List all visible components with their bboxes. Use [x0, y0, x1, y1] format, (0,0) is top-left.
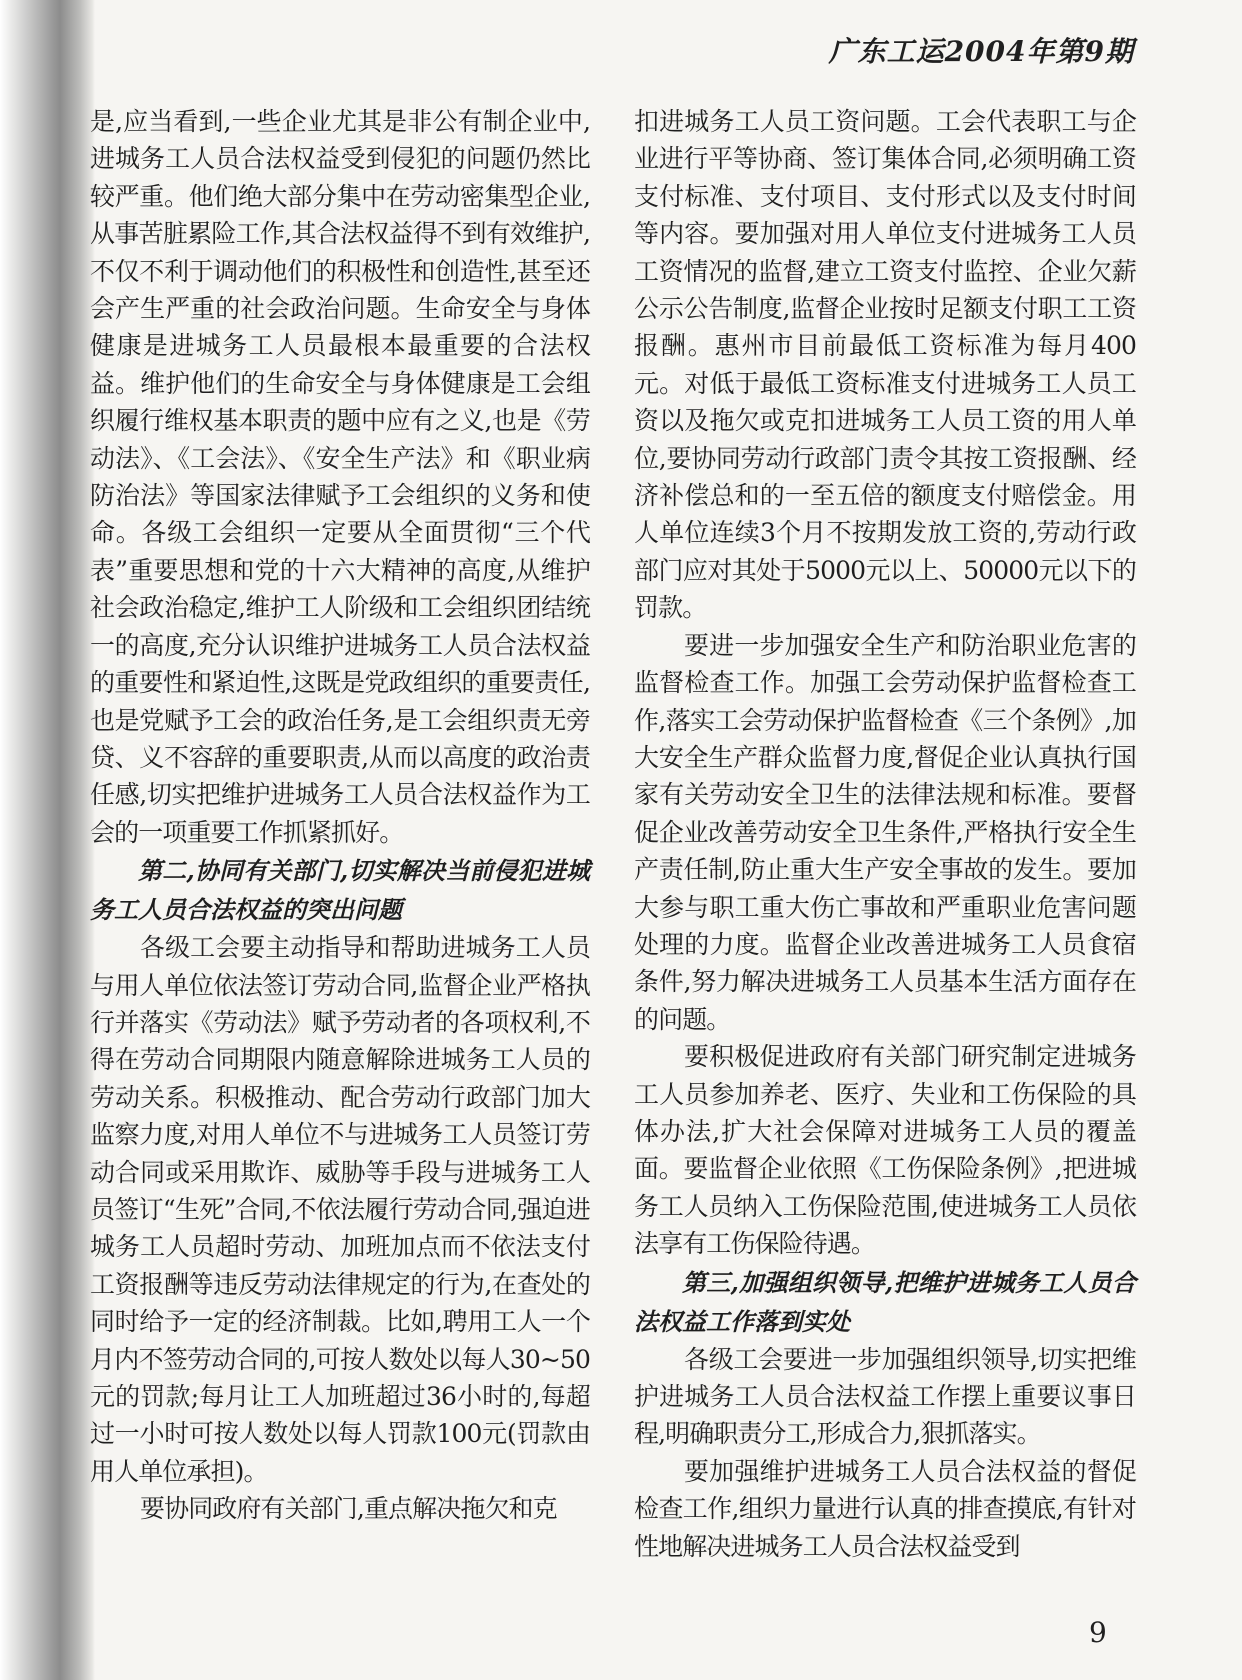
section-heading-three: 第三,加强组织领导,把维护进城务工人员合法权益工作落到实处: [634, 1267, 1136, 1336]
paragraph: 要加强维护进城务工人员合法权益的督促检查工作,组织力量进行认真的排查摸底,有针对性地解决进城务工人员合法权益受到: [634, 1456, 1136, 1561]
paragraph: 各级工会要进一步加强组织领导,切实把维护进城务工人员合法权益工作摆上重要议事日程,明确职责分工,形成合力,狠抓落实。: [634, 1344, 1136, 1449]
paragraph-continued: 是,应当看到,一些企业尤其是非公有制企业中,进城务工人员合法权益受到侵犯的问题仍然比较严重。他们绝大部分集中在劳动密集型企业,从事苦脏累险工作,其合法权益得不到有效维护,不仅不利于调动他们的积极性和创造性,甚至还会产生严重的社会政治问题。生命安全与身体健康是进城务工人员最根本最重要的合法权益。维护他们的生命安全与身体健康是工会组织履行维权基本职责的题中应有之义,也是《劳动法》、《工会法》、《安全生产法》和《职业病防治法》等国家法律赋予工会组织的义务和使命。各级工会组织一定要从全面贯彻“三个代表”重要思想和党的十六大精神的高度,从维护社会政治稳定,维护工人阶级和工会组织团结统一的高度,充分认识维护进城务工人员合法权益的重要性和紧迫性,这既是党政组织的重要责任,也是党赋予工会的政治任务,是工会组织责无旁贷、义不容辞的重要职责,从而以高度的政治责任感,切实把维护进城务工人员合法权益作为工会的一项重要工作抓紧抓好。: [90, 107, 590, 847]
binding-shadow: [0, 0, 95, 1680]
section-heading-two: 第二,协同有关部门,切实解决当前侵犯进城务工人员合法权益的突出问题: [90, 856, 590, 925]
right-column: [634, 103, 1136, 1565]
page-number: 9: [1089, 1616, 1107, 1649]
paragraph-continued: 扣进城务工人员工资问题。工会代表职工与企业进行平等协商、签订集体合同,必须明确工资支付标准、支付项目、支付形式以及支付时间等内容。要加强对用人单位支付进城务工人员工资情况的监督,建立工资支付监控、企业欠薪公示公告制度,监督企业按时足额支付职工工资报酬。惠州市目前最低工资标准为每月400元。对低于最低工资标准支付进城务工人员工资以及拖欠或克扣进城务工人员工资的用人单位,要协同劳动行政部门责令其按工资报酬、经济补偿总和的一至五倍的额度支付赔偿金。用人单位连续3个月不按期发放工资的,劳动行政部门应对其处于5000元以上、50000元以下的罚款。: [634, 107, 1136, 623]
paragraph: 要协同政府有关部门,重点解决拖欠和克: [140, 1494, 557, 1524]
running-header: 广东工运2004年第9期: [828, 35, 1134, 68]
paragraph: 各级工会要主动指导和帮助进城务工人员与用人单位依法签订劳动合同,监督企业严格执行并落实《劳动法》赋予劳动者的各项权利,不得在劳动合同期限内随意解除进城务工人员的劳动关系。积极推动、配合劳动行政部门加大监察力度,对用人单位不与进城务工人员签订劳动合同或采用欺诈、威胁等手段与进城务工人员签订“生死”合同,不依法履行劳动合同,强迫进城务工人员超时劳动、加班加点而不依法支付工资报酬等违反劳动法律规定的行为,在查处的同时给予一定的经济制裁。比如,聘用工人一个月内不签劳动合同的,可按人数处以每人30~50元的罚款;每月让工人加班超过36小时的,每超过一小时可按人数处以每人罚款100元(罚款由用人单位承担)。: [90, 933, 590, 1486]
left-column: [90, 103, 590, 1528]
paragraph: 要积极促进政府有关部门研究制定进城务工人员参加养老、医疗、失业和工伤保险的具体办法,扩大社会保障对进城务工人员的覆盖面。要监督企业依照《工伤保险条例》,把进城务工人员纳入工伤保险范围,使进城务工人员依法享有工伤保险待遇。: [634, 1042, 1136, 1259]
paragraph: 要进一步加强安全生产和防治职业危害的监督检查工作。加强工会劳动保护监督检查工作,落实工会劳动保护监督检查《三个条例》,加大安全生产群众监督力度,督促企业认真执行国家有关劳动安全卫生的法律法规和标准。要督促企业改善劳动安全卫生条件,严格执行安全生产责任制,防止重大生产安全事故的发生。要加大参与职工重大伤亡事故和严重职业危害问题处理的力度。监督企业改善进城务工人员食宿条件,努力解决进城务工人员基本生活方面存在的问题。: [634, 630, 1136, 1034]
